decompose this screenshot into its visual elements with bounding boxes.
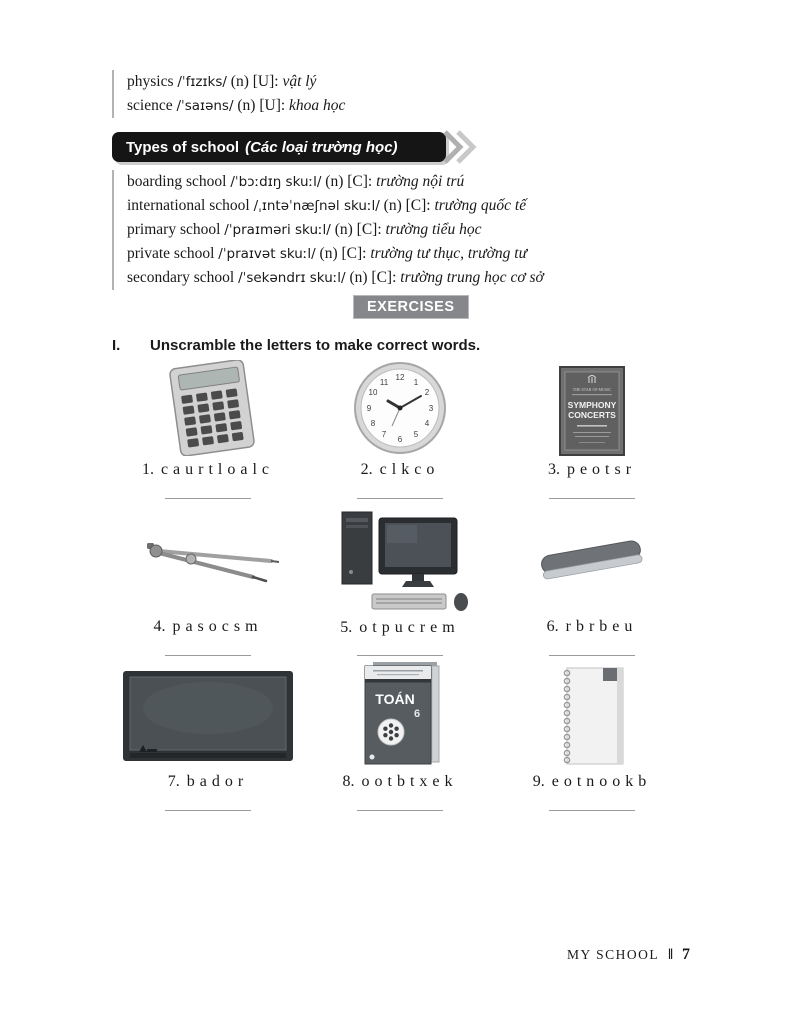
exercise-instruction-text: Unscramble the letters to make correct words.: [150, 337, 481, 354]
vocab-meaning: trường tư thục, trường tư: [370, 245, 528, 262]
svg-text:CONCERTS: CONCERTS: [568, 410, 616, 420]
vocab-pos: (n) [C]:: [383, 197, 431, 214]
exercise-instruction: [112, 337, 480, 354]
chevron-arrows-icon: [442, 129, 482, 165]
svg-text:12: 12: [395, 373, 405, 382]
board-image: [119, 668, 297, 768]
vocab-entry: [127, 242, 544, 266]
vocab-pos: (n) [C]:: [349, 269, 397, 286]
svg-text:4: 4: [424, 419, 430, 428]
exercise-item: [112, 360, 304, 510]
vocab-phonetic: /ˈpraɪməri skuːl/: [224, 222, 331, 238]
vocab-word: primary school: [127, 221, 221, 238]
vocab-entry: [127, 70, 345, 94]
footer-book-title: MY SCHOOL: [566, 947, 660, 962]
scrambled-word: 5. otpucrem: [340, 619, 460, 636]
vocab-phonetic: /ˈpraɪvət skuːl/: [218, 246, 316, 262]
exercise-number: I.: [112, 337, 121, 354]
vocab-phonetic: /ˈbɔːdɪŋ skuːl/: [230, 174, 322, 190]
section-banner: [112, 132, 446, 162]
exercise-item: [304, 510, 496, 656]
vocab-phonetic: /ˈsekəndrɪ skuːl/: [238, 270, 346, 286]
vocab-list-school: [112, 170, 544, 290]
exercise-item: [304, 360, 496, 510]
answer-blank: [357, 801, 443, 811]
notebook-image: [551, 664, 633, 768]
answer-blank: [549, 489, 635, 499]
vocab-entry: [127, 218, 544, 242]
vocab-word: physics: [127, 73, 174, 90]
svg-text:11: 11: [379, 378, 389, 387]
exercise-grid: [112, 360, 688, 831]
textbook-image: [353, 658, 448, 768]
vocab-word: secondary school: [127, 269, 235, 286]
banner-subtitle: (Các loại trường học): [245, 138, 398, 156]
exercise-item: [496, 360, 688, 510]
svg-text:SYMPHONY: SYMPHONY: [567, 400, 617, 410]
poster-image: [559, 366, 625, 456]
scrambled-word: 7. bador: [167, 773, 249, 790]
vocab-meaning: trường tiểu học: [385, 221, 482, 238]
svg-text:1: 1: [413, 378, 419, 387]
page-footer: [567, 946, 690, 964]
svg-text:7: 7: [381, 430, 387, 439]
svg-text:5: 5: [413, 430, 419, 439]
vocab-pos: (n) [U]:: [230, 73, 279, 90]
vocab-entry: [127, 170, 544, 194]
vocab-meaning: trường quốc tế: [434, 197, 527, 214]
vocab-pos: (n) [C]:: [319, 245, 367, 262]
vocab-entry: [127, 266, 544, 290]
scrambled-word: 2. clkco: [360, 461, 440, 478]
vocab-word: international school: [127, 197, 250, 214]
vocab-pos: (n) [U]:: [237, 97, 286, 114]
exercise-item: [304, 656, 496, 831]
exercises-heading: EXERCISES: [353, 295, 469, 319]
answer-blank: [165, 646, 251, 656]
svg-text:THE STAR OF MUSIC: THE STAR OF MUSIC: [572, 387, 612, 392]
scrambled-word: 3. peotsr: [547, 461, 637, 478]
vocab-word: private school: [127, 245, 215, 262]
answer-blank: [165, 489, 251, 499]
compass-image: [133, 536, 283, 588]
rubber-image: [526, 536, 658, 588]
svg-text:3: 3: [428, 404, 434, 413]
clock-image: [352, 360, 448, 456]
exercise-item: [112, 510, 304, 656]
answer-blank: [549, 646, 635, 656]
svg-text:2: 2: [424, 388, 430, 397]
answer-blank: [357, 489, 443, 499]
scrambled-word: 1. caurtloalc: [141, 461, 275, 478]
svg-text:10: 10: [368, 388, 378, 397]
scrambled-word: 4. pasocsm: [153, 618, 263, 636]
exercise-item: [496, 510, 688, 656]
vocab-word: science: [127, 97, 173, 114]
vocab-entry: [127, 194, 544, 218]
calculator-image: [133, 360, 283, 456]
scrambled-word: 6. rbrbeu: [546, 618, 638, 636]
svg-text:6: 6: [397, 435, 403, 444]
computer-image: [324, 510, 476, 614]
vocab-meaning: khoa học: [289, 97, 346, 114]
vocab-phonetic: /ˈsaɪəns/: [176, 98, 234, 114]
vocab-word: boarding school: [127, 173, 227, 190]
vocab-phonetic: /ˌɪntəˈnæʃnəl skuːl/: [253, 198, 380, 214]
answer-blank: [357, 647, 443, 656]
scrambled-word: 9. eotnookb: [532, 773, 652, 790]
vocab-meaning: trường nội trú: [376, 173, 465, 190]
answer-blank: [549, 801, 635, 811]
vocab-pos: (n) [C]:: [325, 173, 373, 190]
vocab-entry: [127, 94, 345, 118]
footer-separator: ‖: [668, 947, 673, 963]
svg-text:TOÁN: TOÁN: [374, 691, 415, 707]
vocab-phonetic: /ˈfɪzɪks/: [177, 74, 227, 90]
exercise-item: [112, 656, 304, 831]
svg-text:6: 6: [413, 708, 420, 720]
vocab-list-top: [112, 70, 345, 118]
exercise-item: [496, 656, 688, 831]
vocab-meaning: vật lý: [282, 73, 317, 90]
vocab-meaning: trường trung học cơ sở: [400, 269, 544, 286]
footer-page-number: 7: [682, 946, 690, 963]
banner-title: Types of school: [126, 138, 240, 156]
svg-text:8: 8: [370, 419, 376, 428]
answer-blank: [165, 801, 251, 811]
vocab-pos: (n) [C]:: [334, 221, 382, 238]
scrambled-word: 8. ootbtxek: [342, 773, 458, 790]
svg-text:9: 9: [366, 404, 372, 413]
